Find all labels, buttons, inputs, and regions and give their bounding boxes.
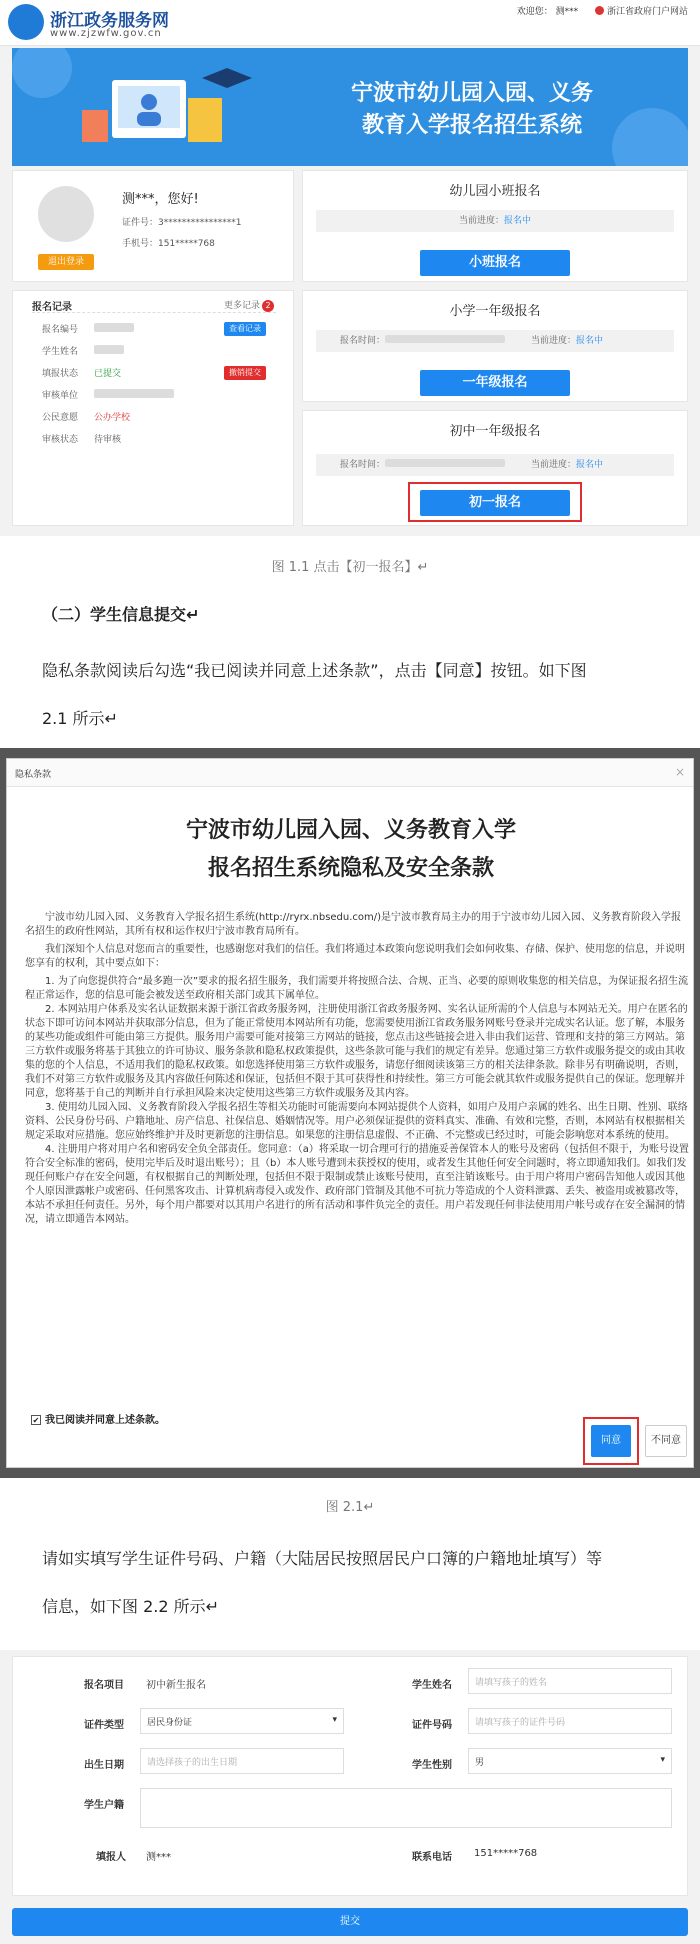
middle-progress <box>316 454 674 476</box>
record-row <box>42 388 282 410</box>
banner-title-line1: 宁波市幼儿园入园、义务 <box>350 81 593 106</box>
user-name[interactable]: 测*** <box>555 7 579 17</box>
withdraw-button[interactable]: 撤销提交 <box>224 366 266 380</box>
paragraph-2-cont: 信息，如下图 2.2 所示↵ <box>42 1597 220 1616</box>
id-type-select[interactable] <box>140 1708 344 1734</box>
terms-p5: 3. 使用幼儿园入园、义务教育阶段入学报名招生等相关功能时可能需要向本网站提供个人资料，如用户及用户亲属的姓名、出生日期、性别、联络资料、公民身份号码、户籍地址、房产信息、社保信息、婚姻情况等。用户必须保证提供的资料真实、准确、有效和完整，否则，本网站有权根据相关规定采取对应措施。您应始终维护并及时更新您的注册信息。如果您的注册信息虚假、不正确、不完整或已经过时，可能会影响您对本系统的使用。 <box>25 1102 688 1141</box>
project-value: 初中新生报名 <box>146 1680 206 1691</box>
hukou-label: 学生户籍 <box>84 1800 124 1811</box>
records-divider <box>32 312 276 313</box>
record-label: 填报状态 <box>42 369 79 379</box>
record-row <box>42 344 282 366</box>
banner <box>12 48 688 166</box>
record-label: 公民意愿 <box>42 413 79 423</box>
id-number-label: 证件号码 <box>412 1720 452 1731</box>
progress-value: 报名中 <box>576 460 604 470</box>
paragraph-2: 请如实填写学生证件号码、户籍（大陆居民按照居民户口簿的户籍地址填写）等 <box>42 1549 603 1568</box>
top-right-links <box>517 4 688 17</box>
figure-caption-2-1: 图 2.1↵ <box>325 1500 375 1515</box>
agree-button[interactable]: 同意 <box>591 1425 631 1457</box>
middle-signup-button[interactable]: 初一报名 <box>420 490 570 516</box>
terms-p1: 宁波市幼儿园入园、义务教育入学报名招生系统(http://ryrx.nbsedu.com/)是宁波市教育局主办的用于宁波市幼儿园入园、义务教育阶段入学报名招生的政府性网站，其所有权和运作权归宁波市教育局所有。 <box>25 912 682 937</box>
banner-title-line2: 教育入学报名招生系统 <box>361 113 582 138</box>
id-value: 3****************1 <box>158 218 242 228</box>
logo-subtitle: www.zjzwfw.gov.cn <box>50 28 162 39</box>
agree-checkbox-row[interactable] <box>31 1411 165 1426</box>
student-name-label: 学生姓名 <box>412 1680 452 1691</box>
filler-label: 填报人 <box>96 1852 126 1863</box>
chevron-down-icon: ▾ <box>332 1715 337 1725</box>
close-icon[interactable]: × <box>675 765 686 779</box>
welcome-label: 欢迎您： <box>516 7 553 17</box>
modal-header-title: 隐私条款 <box>15 770 52 780</box>
birth-label: 出生日期 <box>84 1760 124 1771</box>
figure-caption-1-1: 图 1.1 点击【初一报名】↵ <box>271 560 429 575</box>
modal-title-line1: 宁波市幼儿园入园、义务教育入学 <box>185 818 516 843</box>
greeting: 测***，您好! <box>122 192 199 207</box>
disagree-button[interactable]: 不同意 <box>645 1425 687 1457</box>
id-row <box>122 215 241 228</box>
avatar <box>38 186 94 242</box>
terms-p2: 我们深知个人信息对您而言的重要性，也感谢您对我们的信任。我们将通过本政策向您说明我们会如何收集、存储、保护、使用您的信息，并说明您享有的权利，其中要点如下： <box>25 944 685 969</box>
gender-select[interactable] <box>468 1748 672 1774</box>
filler-value: 测*** <box>146 1852 171 1863</box>
terms-p6: 4. 注册用户将对用户名和密码安全负全部责任。您同意：（a）将采取一切合理可行的措施妥善保管本人的账号及密码（包括但不限于，为账号设置符合安全标准的密码，使用完毕后及时退出账号）；且（b）本人账号遭到未获授权的使用，或者发生其他任何安全问题时，将立即通知我们。如我们发现任何账户存在安全问题，有权根据自己的判断处理，包括但不限于限制或禁止该账号使用，直至注销该账号。由于用户将用户密码告知他人或因其他个人原因泄露帐户或密码、任何黑客攻击、计算机病毒侵入或发作、政府部门管制及其他不可抗力等造成的个人资料泄露、丢失、被盗用或被篡改等，本站不承担任何责任。另外，每个用户都要对以其用户名进行的所有活动和事件负完全的责任。用户若发现任何非法使用用户帐号或存在安全漏洞的情况，请立即通告本网站。 <box>25 1144 689 1225</box>
privacy-modal <box>6 758 694 1468</box>
record-label: 报名编号 <box>42 325 79 335</box>
banner-title <box>302 78 642 142</box>
contact-phone-label: 联系电话 <box>412 1852 452 1863</box>
gender-value: 男 <box>475 1758 485 1768</box>
primary-signup-button[interactable]: 一年级报名 <box>420 370 570 396</box>
record-status: 已提交 <box>94 369 122 379</box>
checkbox-checked-icon[interactable]: ✔ <box>32 1416 40 1425</box>
record-row <box>42 410 282 432</box>
phone-value: 151*****768 <box>158 239 215 249</box>
view-record-button[interactable]: 查看记录 <box>224 322 266 336</box>
student-name-input[interactable]: 请填写孩子的姓名 <box>468 1668 672 1694</box>
more-records-count: 2 <box>262 300 274 312</box>
section-heading: （二）学生信息提交↵ <box>42 605 200 624</box>
portal-link[interactable]: 浙江省政府门户网站 <box>606 7 688 17</box>
terms-p3: 1. 为了向您提供符合“最多跑一次”要求的报名招生服务，我们需要并将按照合法、合规、正当、必要的原则收集您的相关信息，为保证报名招生流程正常运作，您的信息可能会被发送至政府相关部门或其下属单位。 <box>25 976 689 1001</box>
chevron-down-icon: ▾ <box>660 1755 665 1765</box>
hukou-textarea[interactable] <box>140 1788 672 1828</box>
record-review: 待审核 <box>94 435 122 445</box>
progress-value: 报名中 <box>576 336 604 346</box>
records-list <box>42 322 282 454</box>
submit-button[interactable]: 提交 <box>12 1908 688 1936</box>
progress-label: 当前进度： <box>531 336 577 346</box>
id-number-input[interactable]: 请填写孩子的证件号码 <box>468 1708 672 1734</box>
zjzwfw-logo-icon[interactable] <box>8 4 44 40</box>
id-label: 证件号： <box>122 218 159 228</box>
time-blurred <box>385 335 505 343</box>
logout-button[interactable]: 退出登录 <box>38 254 94 270</box>
middle-title: 初中一年级报名 <box>449 424 541 439</box>
record-row <box>42 432 282 454</box>
progress-label: 当前进度： <box>458 216 504 226</box>
emblem-icon <box>595 6 604 15</box>
record-label: 审核状态 <box>42 435 79 445</box>
id-type-label: 证件类型 <box>84 1720 124 1731</box>
record-blurred <box>94 323 134 332</box>
phone-label: 手机号： <box>122 239 159 249</box>
records-title: 报名记录 <box>32 302 72 313</box>
kindergarten-title: 幼儿园小班报名 <box>449 184 541 199</box>
record-will: 公办学校 <box>94 413 131 423</box>
progress-label: 当前进度： <box>531 460 577 470</box>
birth-input[interactable]: 请选择孩子的出生日期 <box>140 1748 344 1774</box>
phone-row <box>122 236 215 249</box>
project-label: 报名项目 <box>84 1680 124 1691</box>
terms-body <box>25 911 689 1227</box>
record-blurred <box>94 345 124 354</box>
modal-title-line2: 报名招生系统隐私及安全条款 <box>207 856 494 881</box>
logo-title[interactable]: 浙江政务服务网 <box>50 11 169 31</box>
time-label: 报名时间： <box>340 336 386 346</box>
contact-phone-value: 151*****768 <box>474 1848 538 1859</box>
primary-title: 小学一年级报名 <box>449 304 541 319</box>
kindergarten-progress <box>316 210 674 232</box>
modal-header <box>7 759 693 787</box>
gender-label: 学生性别 <box>412 1760 452 1771</box>
record-label: 审核单位 <box>42 391 79 401</box>
kindergarten-signup-button[interactable]: 小班报名 <box>420 250 570 276</box>
terms-p4: 2. 本网站用户体系及实名认证数据来源于浙江省政务服务网，注册使用浙江省政务服务网、实名认证所需的个人信息与本网站无关。用户在匿名的状态下即可访问本网站并获取部分信息，但为了能正常使用本网站所有功能，您需要使用浙江省政务服务网账号登录并完成实名认证。您了解，本服务的某些功能或组件可能由第三方提供。服务用户需要可能对接第三方网站的链接，您点击这些链接会进入非由我们运营、管理和支持的第三方网站。第三方软件或服务将基于其独立的许可协议、服务条款和隐私权政策提供，这些条款可能与我们的规定有差异。您通过第三方软件或服务提交的或由其收集的您的个人信息，不适用我们的隐私权政策。如您选择使用第三方软件或服务，请您仔细阅读该第三方的相关法律条款。除非另有明确说明，否则，我们不对第三方软件或服务及其内容做任何陈述和保证，包括但不限于其可获得性和持续性。第三方可能会就其软件或服务提供自己的保证。您理解并同意，您将基于自己的判断并自行承担风险来决定使用这些第三方软件或服务及其内容。 <box>25 1004 688 1099</box>
time-blurred <box>385 459 505 467</box>
record-label: 学生姓名 <box>42 347 79 357</box>
more-records-label[interactable]: 更多记录 <box>224 301 261 311</box>
progress-value: 报名中 <box>504 216 532 226</box>
paragraph-1: 隐私条款阅读后勾选“我已阅读并同意上述条款”，点击【同意】按钮。如下图 <box>42 661 587 680</box>
record-blurred <box>94 389 174 398</box>
checkbox-label[interactable]: 我已阅读并同意上述条款。 <box>45 1415 165 1426</box>
time-label: 报名时间： <box>340 460 386 470</box>
id-type-value: 居民身份证 <box>147 1718 193 1728</box>
paragraph-1-cont: 2.1 所示↵ <box>42 709 118 728</box>
primary-progress <box>316 330 674 352</box>
more-records-link[interactable] <box>224 298 274 312</box>
